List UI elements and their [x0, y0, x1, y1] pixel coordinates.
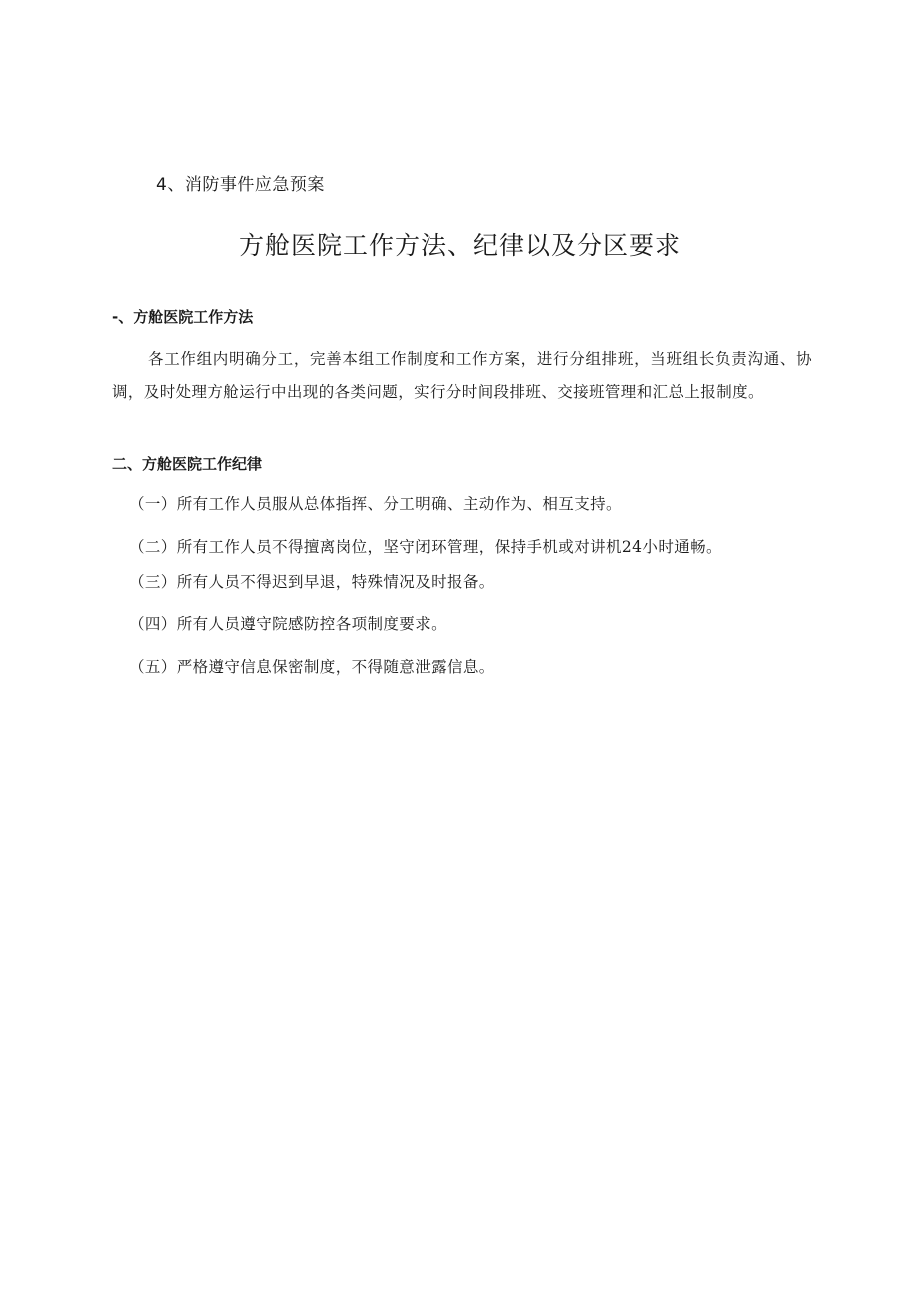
discipline-rule-5: （五）严格遵守信息保密制度，不得随意泄露信息。 — [129, 658, 495, 676]
work-method-paragraph: 各工作组内明确分工，完善本组工作制度和工作方案，进行分组排班，当班组长负责沟通、协调，及时处理方舱运行中出现的各类问题，实行分时间段排班、交接班管理和汇总上报制度。 — [112, 350, 812, 401]
document-title: 方舱医院工作方法、纪律以及分区要求 — [238, 231, 681, 260]
discipline-rule-3: （三）所有人员不得迟到早退，特殊情况及时报备。 — [129, 573, 495, 591]
section-heading-work-discipline: 二、方舱医院工作纪律 — [112, 455, 263, 473]
item-heading: 4、消防事件应急预案 — [156, 175, 325, 195]
discipline-rule-1: （一）所有工作人员服从总体指挥、分工明确、主动作为、相互支持。 — [129, 495, 622, 513]
discipline-rule-4: （四）所有人员遵守院感防控各项制度要求。 — [129, 615, 448, 633]
discipline-rule-2: （二）所有工作人员不得擅离岗位，坚守闭环管理，保持手机或对讲机24小时通畅。 — [129, 538, 722, 556]
section-heading-work-method: -、方舱医院工作方法 — [112, 308, 254, 326]
